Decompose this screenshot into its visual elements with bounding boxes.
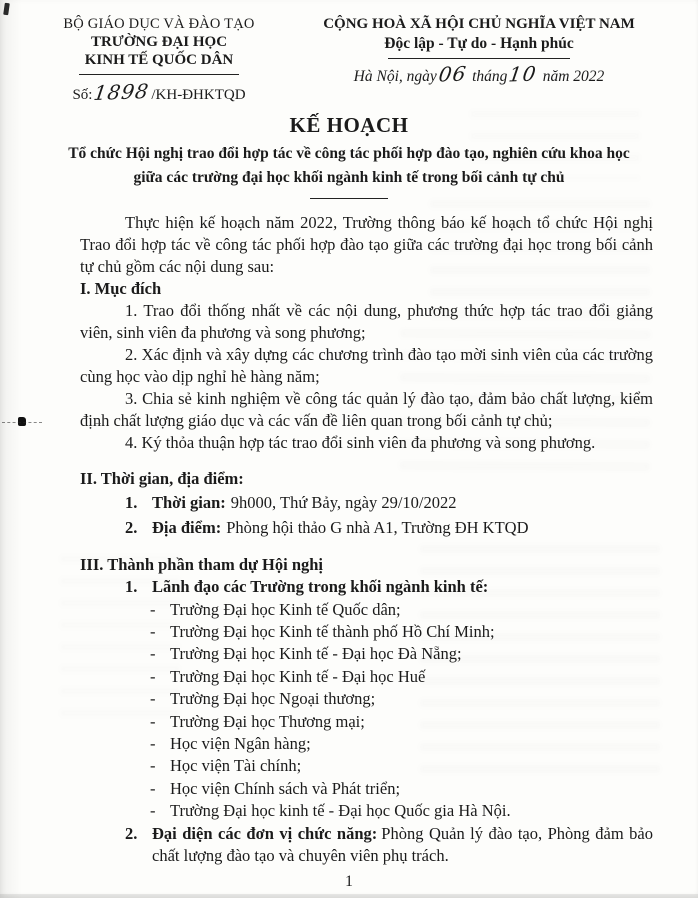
university-name: Trường Đại học Ngoại thương; <box>170 689 376 709</box>
document-title: KẾ HOẠCH <box>289 113 409 137</box>
university-list-item <box>80 778 653 800</box>
item-label: Địa điểm: <box>152 518 222 537</box>
university-name: Trường Đại học Kinh tế - Đại học Đà Nẵng; <box>170 644 462 664</box>
issue-date-line <box>288 61 670 87</box>
date-month-handwritten: 10 <box>507 61 539 87</box>
university-name: Học viện Tài chính; <box>170 756 302 776</box>
date-suffix: năm 2022 <box>542 68 605 85</box>
issuing-org-block <box>50 16 268 104</box>
bullet-dash: - <box>150 689 156 709</box>
document-subtitle-line2: giữa các trường đại học khối ngành kinh tế trong bối cảnh tự chủ <box>133 169 565 186</box>
university-name: Học viện Chính sách và Phát triển; <box>170 778 401 798</box>
org-name-line1: TRƯỜNG ĐẠI HỌC <box>90 34 228 50</box>
bullet-dash: - <box>150 621 156 641</box>
item-value: Phòng Quản lý đào tạo, Phòng đảm bảo chất lượng đào tạo và chuyên viên phụ trách. <box>152 823 654 866</box>
university-list-item <box>80 711 653 733</box>
university-list-item <box>80 621 653 643</box>
bullet-dash: - <box>150 644 156 664</box>
university-list-item <box>80 643 653 665</box>
item-number: 2. <box>125 518 138 537</box>
item-label: Đại diện các đơn vị chức năng: <box>152 823 378 843</box>
title-divider <box>310 198 388 199</box>
date-prefix: Hà Nội, ngày <box>353 68 437 85</box>
section-2-item-place <box>80 515 653 540</box>
date-mid: tháng <box>472 68 508 85</box>
bullet-dash: - <box>150 801 156 821</box>
document-subtitle-line1: Tổ chức Hội nghị trao đổi hợp tác về công tác phối hợp đào tạo, nghiên cứu khoa học <box>68 145 630 162</box>
university-list-item <box>80 733 653 755</box>
university-list-item <box>80 688 653 710</box>
item-number: 2. <box>125 823 138 843</box>
university-list-item <box>80 666 653 688</box>
scan-ink-dot <box>130 424 134 425</box>
ministry-name: BỘ GIÁO DỤC VÀ ĐÀO TẠO <box>63 16 255 32</box>
university-name: Trường Đại học Thương mại; <box>170 711 365 731</box>
section-3-heading: III. Thành phần tham dự Hội nghị <box>80 555 324 574</box>
section-1-item: 4. Ký thỏa thuận hợp tác trao đổi sinh viên đa phương và song phương. <box>125 433 596 452</box>
section-1-item: 1. Trao đổi thống nhất về các nội dung, phương thức hợp tác trao đổi giảng viên, sinh viên đa phương và song phương; <box>80 301 653 342</box>
item-number: 1. <box>125 577 138 596</box>
section-2-heading: II. Thời gian, địa điểm: <box>80 469 244 488</box>
bullet-dash: - <box>150 666 156 686</box>
university-list-item <box>80 599 653 621</box>
section-2-item-time <box>80 490 653 515</box>
bullet-dash: - <box>150 599 156 619</box>
national-motto-block <box>288 16 670 104</box>
item-number: 1. <box>125 493 138 512</box>
doc-number-prefix: Số: <box>72 87 93 103</box>
bullet-dash: - <box>150 733 156 753</box>
scan-edge-shadow <box>0 0 22 898</box>
university-list-item <box>80 800 653 822</box>
item-label: Lãnh đạo các Trường trong khối ngành kinh tế: <box>152 577 489 596</box>
section-1-item: 2. Xác định và xây dựng các chương trình đào tạo mời sinh viên của các trường cùng học vào dịp nghỉ hè hàng năm; <box>80 345 653 386</box>
section-1-item: 3. Chia sẻ kinh nghiệm về công tác quản lý đào tạo, đảm bảo chất lượng, kiểm định chất lượng giáo dục và các vấn đề liên quan trong bối cảnh tự chủ; <box>80 389 653 430</box>
item-value: Phòng hội thảo G nhà A1, Trường ĐH KTQD <box>226 518 529 537</box>
item-value: 9h000, Thứ Bảy, ngày 29/10/2022 <box>230 493 457 512</box>
bullet-dash: - <box>150 778 156 798</box>
national-motto: Độc lập - Tự do - Hạnh phúc <box>384 35 574 52</box>
bullet-dash: - <box>150 711 156 731</box>
section-3-item-departments <box>80 823 653 868</box>
page-number: 1 <box>345 873 353 890</box>
university-name: Trường Đại học Kinh tế Quốc dân; <box>170 599 401 619</box>
org-divider <box>79 74 239 75</box>
doc-number-handwritten: 1898 <box>92 79 152 105</box>
document-header <box>0 0 698 104</box>
scan-ink-dot <box>95 423 101 424</box>
university-name: Trường Đại học Kinh tế thành phố Hồ Chí Minh; <box>170 621 495 641</box>
scan-bottom-shadow <box>0 894 698 898</box>
bullet-dash: - <box>150 756 156 776</box>
document-body <box>80 212 653 868</box>
title-block <box>0 113 698 199</box>
university-list-item <box>80 755 653 777</box>
national-title: CỘNG HOÀ XÃ HỘI CHỦ NGHĨA VIỆT NAM <box>323 16 635 32</box>
doc-number-suffix: /KH-ĐHKTQD <box>151 87 246 103</box>
document-number <box>50 79 268 105</box>
date-day-handwritten: 06 <box>436 61 468 87</box>
org-name-line2: KINH TẾ QUỐC DÂN <box>84 52 234 68</box>
section-1-heading: I. Mục đích <box>80 279 162 298</box>
section-3-item-leaders <box>80 576 653 599</box>
item-label: Thời gian: <box>152 493 226 512</box>
motto-divider <box>388 58 570 59</box>
university-name: Trường Đại học kinh tế - Đại học Quốc gia Hà Nội. <box>170 801 511 821</box>
university-name: Trường Đại học Kinh tế - Đại học Huế <box>170 666 426 686</box>
university-name: Học viện Ngân hàng; <box>170 733 311 753</box>
intro-paragraph: Thực hiện kế hoạch năm 2022, Trường thông báo kế hoạch tổ chức Hội nghị Trao đổi hợp tác về công tác phối hợp đào tạo giữa các trường đại học trong bối cảnh tự chủ gồm các nội dung sau: <box>80 213 653 276</box>
